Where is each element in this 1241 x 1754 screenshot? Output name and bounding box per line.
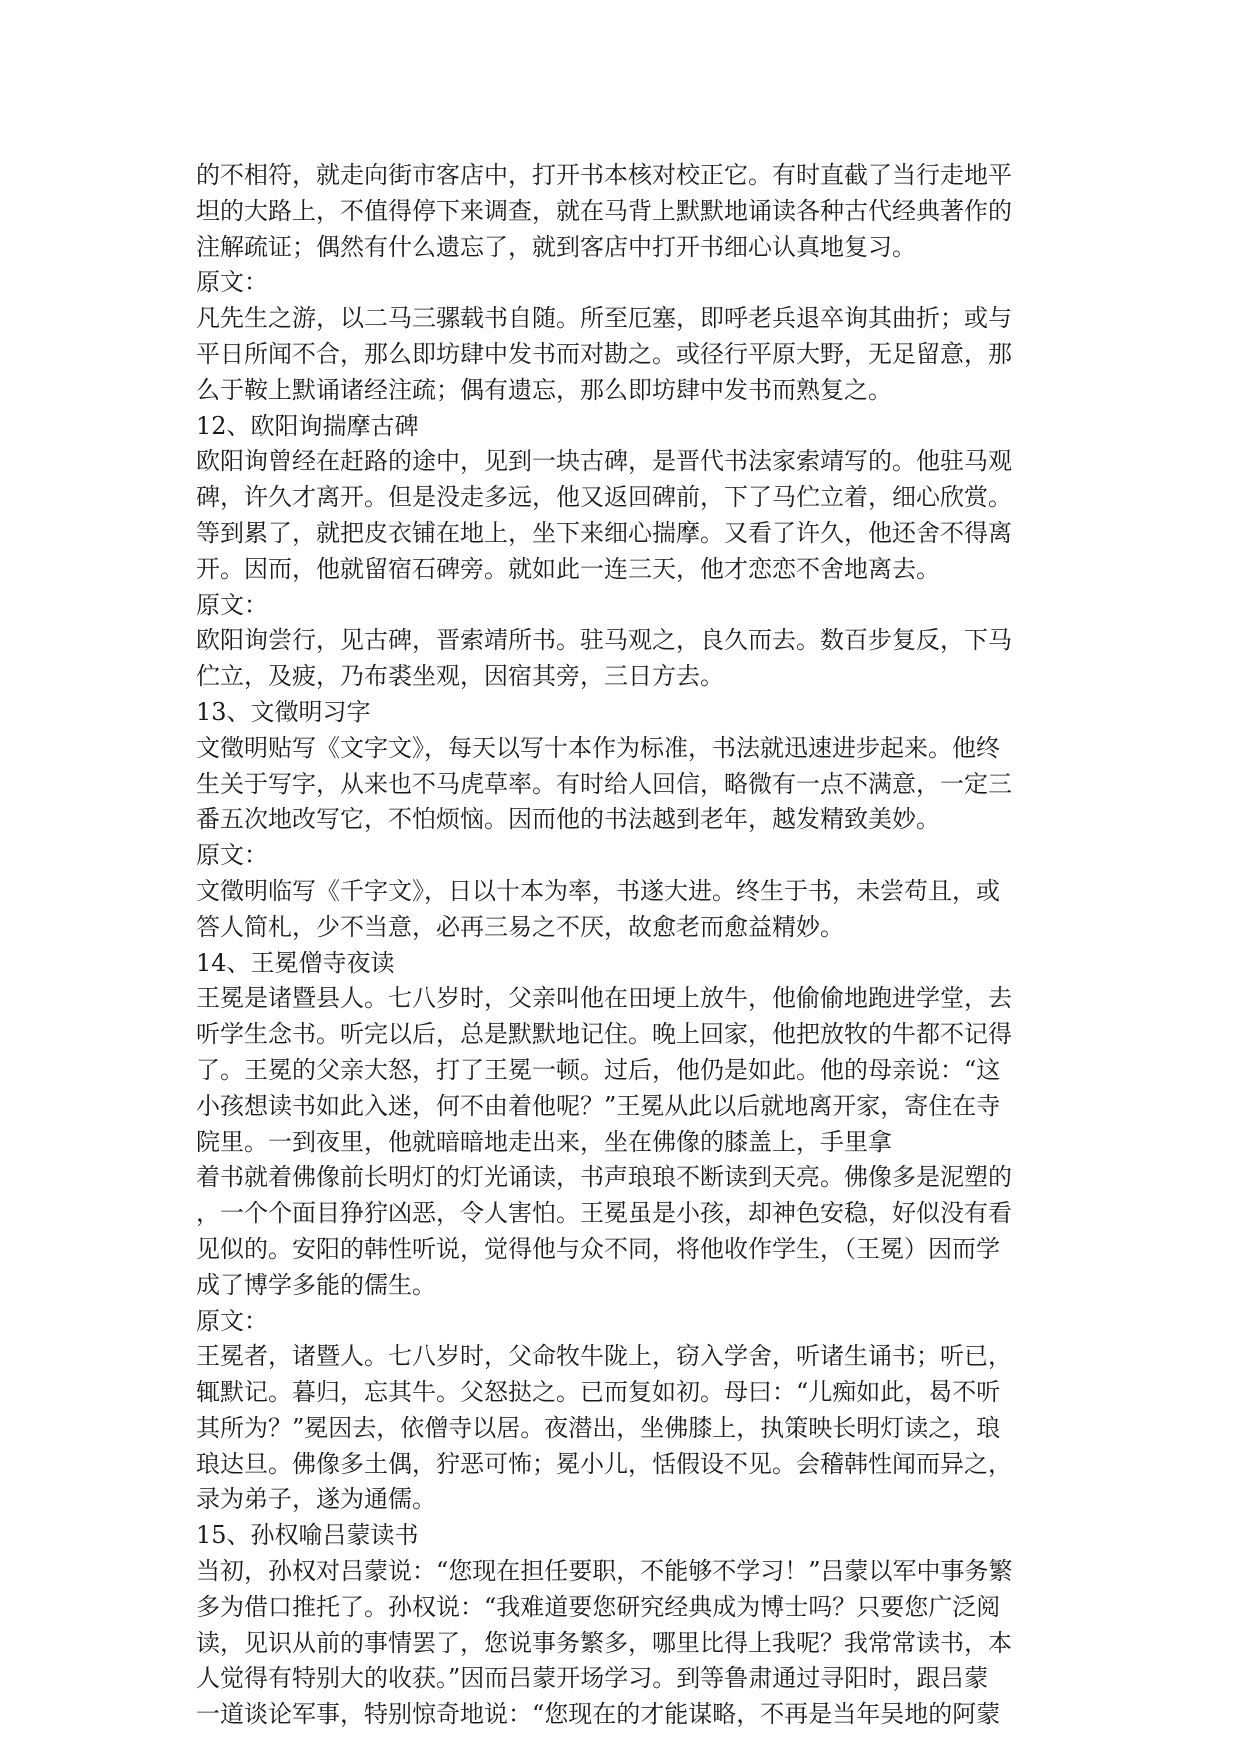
text-line: 人觉得有特别大的收获。”因而吕蒙开场学习。到等鲁肃通过寻阳时，跟吕蒙 — [196, 1664, 989, 1693]
text-line: 王冕是诸暨县人。七八岁时，父亲叫他在田埂上放牛，他偷偷地跑进学堂，去 — [196, 984, 1012, 1013]
text-line: ，一个个面目狰狞凶恶，令人害怕。王冕虽是小孩，却神色安稳，好似没有看 — [196, 1199, 1012, 1228]
text-line: 读，见识从前的事情罢了，您说事务繁多，哪里比得上我呢？我常常读书，本 — [196, 1628, 1012, 1657]
text-line: 成了博学多能的儒生。 — [196, 1270, 436, 1299]
text-line: 开。因而，他就留宿石碑旁。就如此一连三天，他才恋恋不舍地离去。 — [196, 554, 940, 583]
text-line: 么于鞍上默诵诸经注疏；偶有遗忘，那么即坊肆中发书而熟复之。 — [196, 375, 892, 404]
text-line: 坦的大路上，不值得停下来调查，就在马背上默默地诵读各种古代经典著作的 — [196, 196, 1012, 225]
text-line: 番五次地改写它，不怕烦恼。因而他的书法越到老年，越发精致美妙。 — [196, 805, 940, 834]
text-line: 欧阳询尝行，见古碑，晋索靖所书。驻马观之，良久而去。数百步复反，下马 — [196, 626, 1012, 655]
section-label: 原文： — [196, 268, 268, 297]
text-line: 多为借口推托了。孙权说：“我难道要您研究经典成为博士吗？只要您广泛阅 — [196, 1592, 1001, 1621]
text-line: 生关于写字，从来也不马虎草率。有时给人回信，略微有一点不满意，一定三 — [196, 769, 1012, 798]
text-line: 凡先生之游，以二马三骡载书自随。所至厄塞，即呼老兵退卒询其曲折；或与 — [196, 304, 1012, 333]
text-line: 等到累了，就把皮衣铺在地上，坐下来细心揣摩。又看了许久，他还舍不得离 — [196, 518, 1012, 547]
text-line: 辄默记。暮归，忘其牛。父怒挞之。已而复如初。母曰：“儿痴如此，曷不听 — [196, 1378, 1001, 1407]
text-line: 碑，许久才离开。但是没走多远，他又返回碑前，下了马伫立着，细心欣赏。 — [196, 483, 1012, 512]
text-line: 着书就着佛像前长明灯的灯光诵读，书声琅琅不断读到天亮。佛像多是泥塑的 — [196, 1163, 1012, 1192]
story-heading: 14、王冕僧寺夜读 — [196, 948, 395, 977]
text-line: 见似的。安阳的韩性听说，觉得他与众不同，将他收作学生，（王冕）因而学 — [196, 1234, 1000, 1263]
text-line: 欧阳询曾经在赶路的途中，见到一块古碑，是晋代书法家索靖写的。他驻马观 — [196, 447, 1012, 476]
text-line: 听学生念书。听完以后，总是默默地记住。晚上回家，他把放牧的牛都不记得 — [196, 1020, 1012, 1049]
text-line: 答人简札，少不当意，必再三易之不厌，故愈老而愈益精妙。 — [196, 912, 844, 941]
text-line: 的不相符，就走向街市客店中，打开书本核对校正它。有时直截了当行走地平 — [196, 161, 1012, 189]
text-line: 录为弟子，遂为通儒。 — [196, 1485, 436, 1514]
text-line: 一道谈论军事，特别惊奇地说：“您现在的才能谋略，不再是当年吴地的阿蒙 — [196, 1700, 1001, 1729]
text-line: 注解疏证；偶然有什么遗忘了，就到客店中打开书细心认真地复习。 — [196, 232, 916, 261]
story-heading: 12、欧阳询揣摩古碑 — [196, 411, 419, 440]
text-line: 琅达旦。佛像多土偶，狞恶可怖；冕小儿，恬假设不见。会稽韩性闻而异之， — [196, 1449, 1012, 1478]
story-heading: 15、孙权喻吕蒙读书 — [196, 1521, 419, 1550]
document-page — [196, 158, 1076, 1733]
text-line: 文徵明临写《千字文》，日以十本为率，书遂大进。终生于书，未尝苟且，或 — [196, 876, 1000, 905]
text-line: 当初，孙权对吕蒙说：“您现在担任要职，不能够不学习！”吕蒙以军中事务繁 — [196, 1557, 1013, 1586]
text-line: 伫立，及疲，乃布裘坐观，因宿其旁，三日方去。 — [196, 662, 724, 691]
section-label: 原文： — [196, 1306, 268, 1335]
text-line: 文徵明贴写《文字文》，每天以写十本作为标准，书法就迅速进步起来。他终 — [196, 733, 1000, 762]
section-label: 原文： — [196, 590, 268, 619]
text-line: 其所为？”冕因去，依僧寺以居。夜潜出，坐佛膝上，执策映长明灯读之，琅 — [196, 1413, 1001, 1442]
section-label: 原文： — [196, 841, 268, 870]
text-line: 小孩想读书如此入迷，何不由着他呢？”王冕从此以后就地离开家，寄住在寺 — [196, 1091, 1001, 1120]
text-line: 院里。一到夜里，他就暗暗地走出来，坐在佛像的膝盖上，手里拿 — [196, 1127, 892, 1156]
story-heading: 13、文徵明习字 — [196, 697, 371, 726]
text-line: 平日所闻不合，那么即坊肆中发书而对勘之。或径行平原大野，无足留意，那 — [196, 339, 1012, 368]
text-line: 了。王冕的父亲大怒，打了王冕一顿。过后，他仍是如此。他的母亲说：“这 — [196, 1055, 1001, 1084]
text-line: 王冕者，诸暨人。七八岁时，父命牧牛陇上，窃入学舍，听诸生诵书；听已， — [196, 1342, 1012, 1371]
